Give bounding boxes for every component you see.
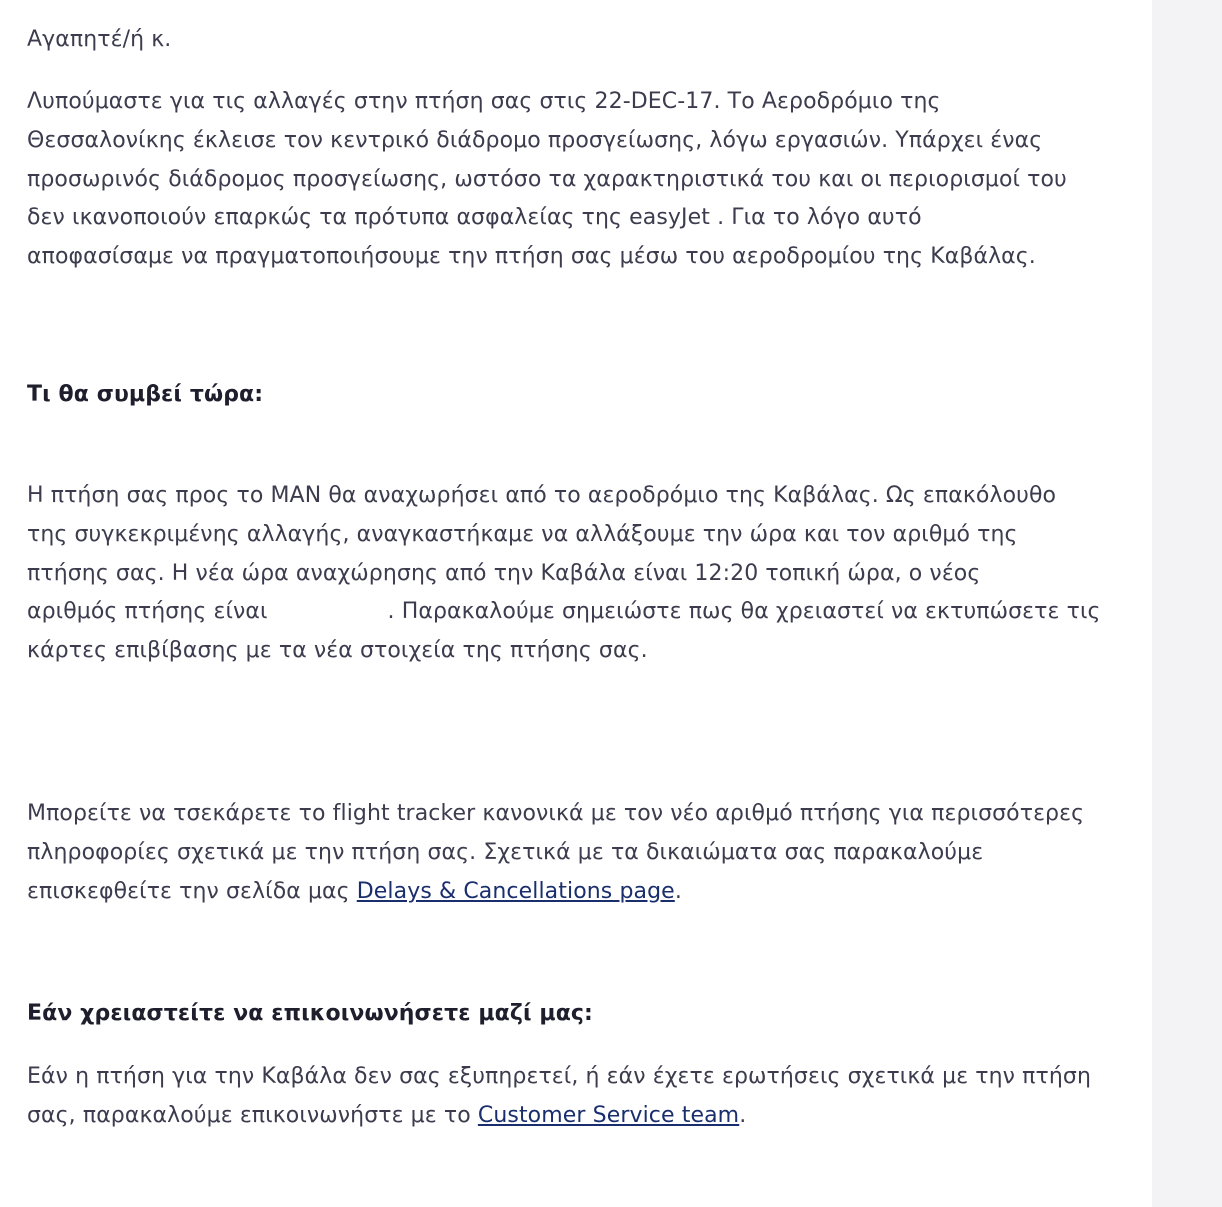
tracker-paragraph [27, 795, 1084, 911]
flight-change-text: . Παρακαλούμε σημειώστε πως θα χρειαστεί να εκτυπώσετε τις [387, 599, 1101, 625]
intro-line: αποφασίσαμε να πραγματοποιήσουμε την πτήση σας μέσω του αεροδρομίου της Καβάλας. [27, 244, 1036, 270]
tracker-line: Μπορείτε να τσεκάρετε το flight tracker κανονικά με τον νέο αριθμό πτήσης για περισσότερες [27, 801, 1085, 826]
intro-line: δεν ικανοποιούν επαρκώς τα πρότυπα ασφαλείας της easyJet . Για το λόγο αυτό [27, 205, 922, 231]
tracker-line: πληροφορίες σχετικά με την πτήση σας. Σχετικά με τα δικαιώματα σας παρακαλούμε [27, 839, 984, 865]
contact-period: . [739, 1102, 747, 1128]
contact-heading: Εάν χρειαστείτε να επικοινωνήσετε μαζί μας: [27, 1001, 593, 1026]
flight-change-line: της συγκεκριμένης αλλαγής, αναγκαστήκαμε να αλλάξουμε την ώρα και τον αριθμό της [27, 521, 1018, 547]
contact-text: σας, παρακαλούμε επικοινωνήστε με το [27, 1102, 478, 1128]
contact-line: Εάν η πτήση για την Καβάλα δεν σας εξυπηρετεί, ή εάν έχετε ερωτήσεις σχετικά με την πτήση [27, 1064, 1091, 1089]
intro-paragraph [27, 83, 1067, 277]
contact-paragraph [27, 1058, 1091, 1136]
tracker-line [27, 873, 1084, 912]
flight-change-line: Η πτήση σας προς το MAN θα αναχωρήσει από το αεροδρόμιο της Καβάλας. Ως επακόλουθο [27, 483, 1057, 508]
delays-cancellations-link[interactable]: Delays & Cancellations page [356, 878, 675, 904]
intro-line: Λυπούμαστε για τις αλλαγές στην πτήση σας στις 22-DEC-17. Το Αεροδρόμιο της [27, 89, 941, 114]
tracker-period: . [674, 878, 682, 904]
contact-line [27, 1097, 1091, 1136]
flight-change-paragraph [27, 477, 1101, 671]
tracker-text: επισκεφθείτε την σελίδα μας [27, 878, 357, 904]
intro-line: προσωρινός διάδρομος προσγείωσης, ωστόσο τα χαρακτηριστικά του και οι περιορισμοί του [27, 166, 1067, 192]
flight-change-line: πτήσης σας. Η νέα ώρα αναχώρησης από την Καβάλα είναι 12:20 τοπική ώρα, ο νέος [27, 560, 981, 586]
flight-change-line: κάρτες επιβίβασης με τα νέα στοιχεία της πτήσης σας. [27, 638, 648, 664]
intro-line: Θεσσαλονίκης έκλεισε τον κεντρικό διάδρομο προσγείωσης, λόγω εργασιών. Υπάρχει ένας [27, 127, 1043, 153]
greeting: Αγαπητέ/ή κ. [27, 27, 172, 52]
flight-number-label: αριθμός πτήσης είναι [27, 599, 268, 625]
what-happens-heading: Τι θα συμβεί τώρα: [27, 382, 264, 407]
right-margin-panel [1152, 0, 1222, 1207]
flight-change-line [27, 593, 1101, 632]
customer-service-link[interactable]: Customer Service team [477, 1102, 740, 1128]
